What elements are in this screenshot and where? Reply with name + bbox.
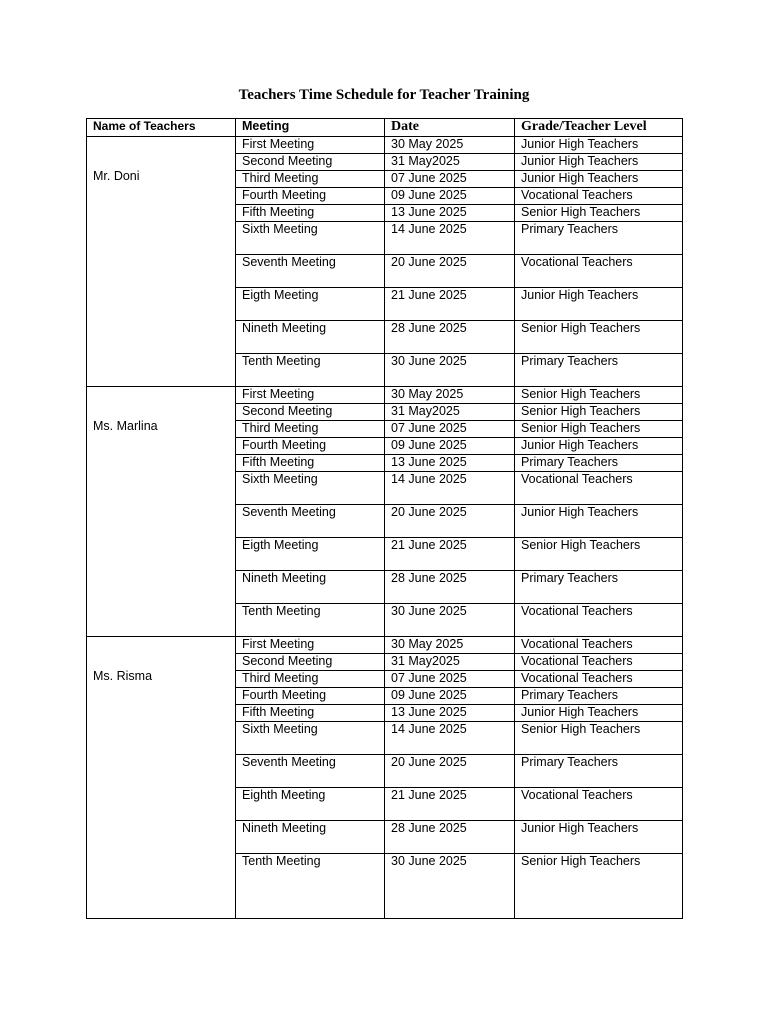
- meeting-cell: First Meeting: [236, 637, 385, 654]
- meeting-cell: Tenth Meeting: [236, 354, 385, 387]
- column-header-meeting: Meeting: [236, 119, 385, 137]
- meeting-cell: Sixth Meeting: [236, 222, 385, 255]
- date-cell: 21 June 2025: [385, 538, 515, 571]
- meeting-cell: Seventh Meeting: [236, 505, 385, 538]
- grade-cell: Vocational Teachers: [515, 788, 683, 821]
- grade-cell: Junior High Teachers: [515, 438, 683, 455]
- grade-cell: Vocational Teachers: [515, 472, 683, 505]
- date-cell: 28 June 2025: [385, 821, 515, 854]
- grade-cell: Vocational Teachers: [515, 671, 683, 688]
- date-cell: 28 June 2025: [385, 571, 515, 604]
- date-cell: 07 June 2025: [385, 421, 515, 438]
- date-cell: 07 June 2025: [385, 671, 515, 688]
- grade-cell: Vocational Teachers: [515, 637, 683, 654]
- date-cell: 30 May 2025: [385, 387, 515, 404]
- meeting-cell: Third Meeting: [236, 421, 385, 438]
- grade-cell: Senior High Teachers: [515, 722, 683, 755]
- teacher-name-cell: [87, 637, 236, 919]
- column-header-grade: Grade/Teacher Level: [515, 119, 683, 137]
- meeting-cell: Nineth Meeting: [236, 571, 385, 604]
- grade-cell: Junior High Teachers: [515, 171, 683, 188]
- meeting-cell: Tenth Meeting: [236, 604, 385, 637]
- teacher-group: [87, 637, 683, 919]
- date-cell: 21 June 2025: [385, 788, 515, 821]
- teacher-name-cell: [87, 387, 236, 637]
- meeting-cell: Eigth Meeting: [236, 538, 385, 571]
- table-row: [87, 387, 683, 404]
- grade-cell: Senior High Teachers: [515, 387, 683, 404]
- date-cell: 21 June 2025: [385, 288, 515, 321]
- grade-cell: Vocational Teachers: [515, 255, 683, 288]
- date-cell: 20 June 2025: [385, 505, 515, 538]
- meeting-cell: Fourth Meeting: [236, 688, 385, 705]
- teacher-name: Ms. Marlina: [93, 419, 158, 433]
- date-cell: 31 May2025: [385, 154, 515, 171]
- meeting-cell: Seventh Meeting: [236, 255, 385, 288]
- date-cell: 14 June 2025: [385, 222, 515, 255]
- date-cell: 28 June 2025: [385, 321, 515, 354]
- teacher-name: Ms. Risma: [93, 669, 153, 683]
- teacher-group: [87, 137, 683, 387]
- grade-cell: Vocational Teachers: [515, 604, 683, 637]
- meeting-cell: Eigth Meeting: [236, 288, 385, 321]
- teacher-name-cell: [87, 137, 236, 387]
- meeting-cell: Second Meeting: [236, 404, 385, 421]
- teacher-group: [87, 387, 683, 637]
- grade-cell: Senior High Teachers: [515, 404, 683, 421]
- grade-cell: Vocational Teachers: [515, 654, 683, 671]
- meeting-cell: First Meeting: [236, 137, 385, 154]
- grade-cell: Junior High Teachers: [515, 288, 683, 321]
- meeting-cell: Second Meeting: [236, 654, 385, 671]
- meeting-cell: Fifth Meeting: [236, 705, 385, 722]
- grade-cell: Primary Teachers: [515, 455, 683, 472]
- date-cell: 30 June 2025: [385, 354, 515, 387]
- date-cell: 09 June 2025: [385, 688, 515, 705]
- date-cell: 30 June 2025: [385, 604, 515, 637]
- grade-cell: Primary Teachers: [515, 755, 683, 788]
- grade-cell: Senior High Teachers: [515, 854, 683, 919]
- grade-cell: Primary Teachers: [515, 222, 683, 255]
- grade-cell: Vocational Teachers: [515, 188, 683, 205]
- meeting-cell: Second Meeting: [236, 154, 385, 171]
- meeting-cell: Nineth Meeting: [236, 821, 385, 854]
- meeting-cell: Tenth Meeting: [236, 854, 385, 919]
- meeting-cell: Sixth Meeting: [236, 472, 385, 505]
- date-cell: 07 June 2025: [385, 171, 515, 188]
- grade-cell: Junior High Teachers: [515, 137, 683, 154]
- meeting-cell: Nineth Meeting: [236, 321, 385, 354]
- grade-cell: Primary Teachers: [515, 688, 683, 705]
- meeting-cell: Fifth Meeting: [236, 205, 385, 222]
- date-cell: 13 June 2025: [385, 205, 515, 222]
- meeting-cell: First Meeting: [236, 387, 385, 404]
- date-cell: 30 May 2025: [385, 637, 515, 654]
- date-cell: 09 June 2025: [385, 438, 515, 455]
- meeting-cell: Fourth Meeting: [236, 438, 385, 455]
- grade-cell: Junior High Teachers: [515, 705, 683, 722]
- date-cell: 13 June 2025: [385, 705, 515, 722]
- meeting-cell: Third Meeting: [236, 171, 385, 188]
- grade-cell: Senior High Teachers: [515, 205, 683, 222]
- date-cell: 13 June 2025: [385, 455, 515, 472]
- meeting-cell: Third Meeting: [236, 671, 385, 688]
- schedule-table: [86, 118, 683, 919]
- table-row: [87, 637, 683, 654]
- date-cell: 31 May2025: [385, 654, 515, 671]
- meeting-cell: Seventh Meeting: [236, 755, 385, 788]
- date-cell: 30 May 2025: [385, 137, 515, 154]
- grade-cell: Junior High Teachers: [515, 821, 683, 854]
- date-cell: 09 June 2025: [385, 188, 515, 205]
- table-row: [87, 137, 683, 154]
- grade-cell: Primary Teachers: [515, 571, 683, 604]
- grade-cell: Primary Teachers: [515, 354, 683, 387]
- meeting-cell: Fourth Meeting: [236, 188, 385, 205]
- meeting-cell: Sixth Meeting: [236, 722, 385, 755]
- date-cell: 14 June 2025: [385, 722, 515, 755]
- grade-cell: Senior High Teachers: [515, 538, 683, 571]
- date-cell: 20 June 2025: [385, 755, 515, 788]
- grade-cell: Senior High Teachers: [515, 321, 683, 354]
- date-cell: 31 May2025: [385, 404, 515, 421]
- grade-cell: Senior High Teachers: [515, 421, 683, 438]
- grade-cell: Junior High Teachers: [515, 154, 683, 171]
- page-title: Teachers Time Schedule for Teacher Training: [238, 87, 530, 103]
- column-header-name: Name of Teachers: [87, 119, 236, 137]
- table-header-row: [87, 119, 683, 137]
- column-header-date: Date: [385, 119, 515, 137]
- grade-cell: Junior High Teachers: [515, 505, 683, 538]
- meeting-cell: Fifth Meeting: [236, 455, 385, 472]
- date-cell: 30 June 2025: [385, 854, 515, 919]
- date-cell: 20 June 2025: [385, 255, 515, 288]
- teacher-name: Mr. Doni: [93, 169, 140, 183]
- date-cell: 14 June 2025: [385, 472, 515, 505]
- meeting-cell: Eighth Meeting: [236, 788, 385, 821]
